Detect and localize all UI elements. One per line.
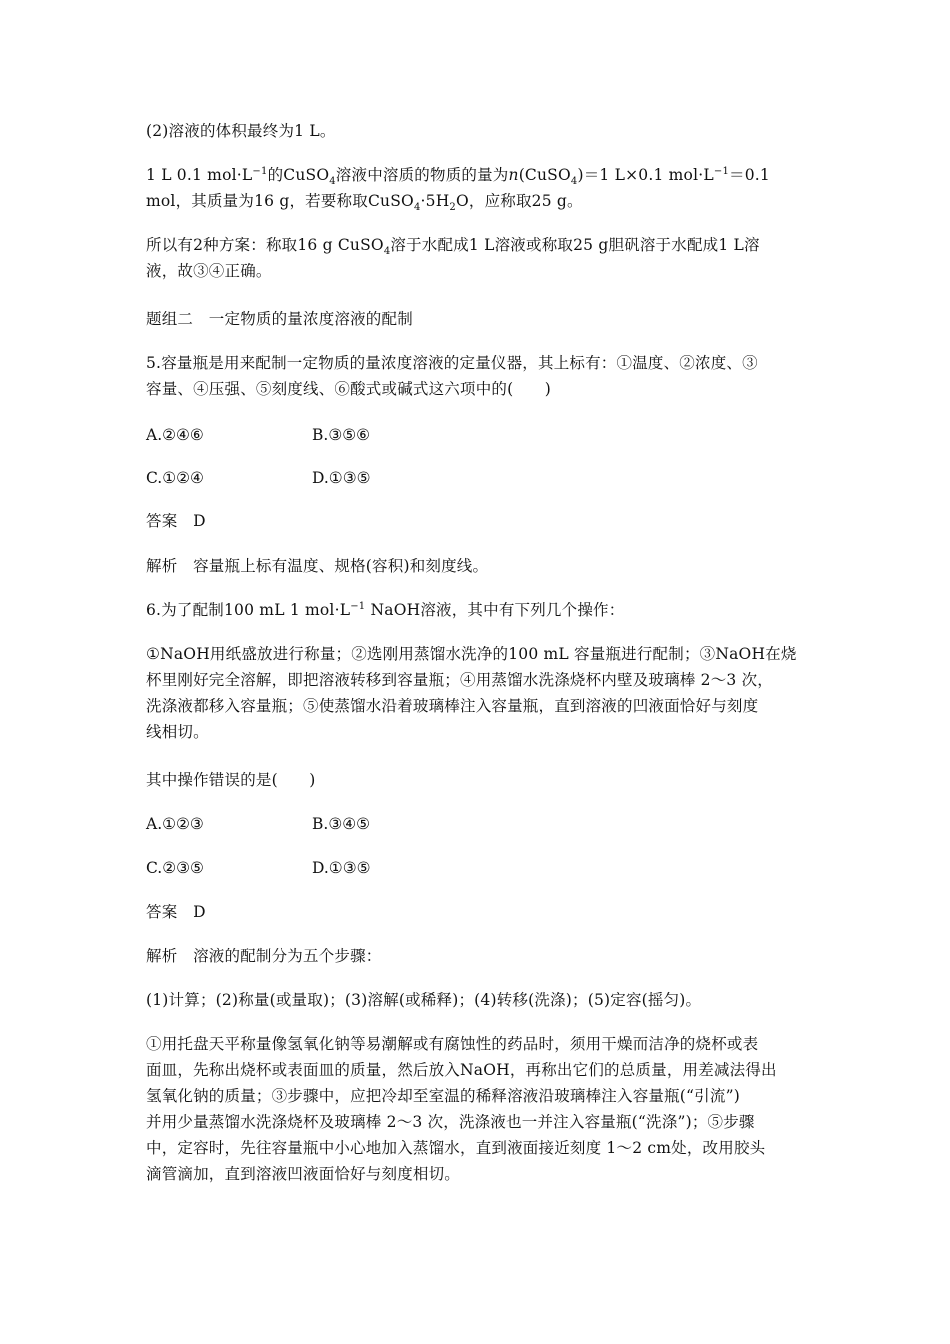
question-text: 5.容量瓶是用来配制一定物质的量浓度溶液的定量仪器，其上标有：①温度、②浓度、③ [146, 354, 758, 372]
question-text: 6.为了配制100 mL 1 $mol\cdot L^{-1}$ NaOH溶液，其中有下列几个操作： [146, 600, 625, 619]
text-line: 所以有2种方案：称取16 g CuSO$_4$溶于水配成1 L溶液或称取25 g胆矾溶于水配成1 L溶 [146, 236, 760, 258]
analysis-5: 解析 容量瓶上标有温度、规格(容积)和刻度线。 [146, 557, 489, 575]
paragraph-calculation [146, 162, 808, 214]
text-line: 滴管滴加，直到溶液凹液面恰好与刻度相切。 [146, 1165, 461, 1183]
explanation-paragraph [146, 1031, 808, 1187]
text-line: ①用托盘天平称量像氢氧化钠等易潮解或有腐蚀性的药品时，须用干燥而洁净的烧杯或表 [146, 1035, 759, 1053]
option-d: D.①③⑤ [312, 469, 371, 487]
question-text: 容量、④压强、⑤刻度线、⑥酸式或碱式这六项中的( ) [146, 380, 551, 398]
text-line: 氢氧化钠的质量；③步骤中，应把冷却至室温的稀释溶液沿玻璃棒注入容量瓶(“引流”) [146, 1087, 740, 1105]
paragraph-two-methods [146, 232, 808, 284]
option-a: A.②④⑥ [146, 426, 204, 444]
steps-list: (1)计算；(2)称量(或量取)；(3)溶解(或稀释)；(4)转移(洗涤)；(5)定容(摇匀)。 [146, 991, 702, 1009]
text-line: 洗涤液都移入容量瓶；⑤使蒸馏水沿着玻璃棒注入容量瓶，直到溶液的凹液面恰好与刻度 [146, 697, 759, 715]
text-line: 线相切。 [146, 723, 209, 741]
text-line: mol，其质量为16 g，若要称取$CuSO_4\cdot 5H_2O$，应称取25 g。 [146, 192, 583, 214]
option-d: D.①③⑤ [312, 859, 371, 877]
question-6 [146, 597, 808, 623]
text-line: ①NaOH用纸盛放进行称量；②选刚用蒸馏水洗净的100 mL 容量瓶进行配制；③NaOH在烧 [146, 645, 797, 663]
option-b: B.③④⑤ [312, 815, 371, 833]
answer-5: 答案 D [146, 512, 206, 530]
question-6-prompt: 其中操作错误的是( ) [146, 771, 316, 789]
text-line: 液，故③④正确。 [146, 262, 272, 280]
text-line: 1 L 0.1 $mol\cdot L^{-1}$的CuSO$_4$溶液中溶质的物质的量为n(CuSO$_4$)＝1 L×0.1 $mol\cdot L^{-1}=0.1$ [146, 165, 770, 188]
option-c: C.②③⑤ [146, 859, 204, 877]
option-b: B.③⑤⑥ [312, 426, 371, 444]
answer-6: 答案 D [146, 903, 206, 921]
text-line: (2)溶液的体积最终为1 L。 [146, 122, 336, 140]
text-line: 面皿，先称出烧杯或表面皿的质量，然后放入NaOH，再称出它们的总质量，用差减法得出 [146, 1061, 777, 1079]
text-line: 中，定容时，先往容量瓶中小心地加入蒸馏水，直到液面接近刻度 1～2 cm处，改用胶头 [146, 1139, 766, 1157]
section-heading: 题组二 一定物质的量浓度溶液的配制 [146, 310, 413, 328]
question-5 [146, 350, 808, 402]
analysis-6: 解析 溶液的配制分为五个步骤： [146, 947, 382, 965]
paragraph-volume [146, 118, 808, 144]
text-line: 并用少量蒸馏水洗涤烧杯及玻璃棒 2～3 次，洗涤液也一并注入容量瓶(“洗涤”)；⑤步骤 [146, 1113, 755, 1131]
operations-list [146, 641, 808, 745]
option-c: C.①②④ [146, 469, 204, 487]
option-a: A.①②③ [146, 815, 204, 833]
text-line: 杯里刚好完全溶解，即把溶液转移到容量瓶；④用蒸馏水洗涤烧杯内壁及玻璃棒 2～3 次， [146, 671, 773, 689]
